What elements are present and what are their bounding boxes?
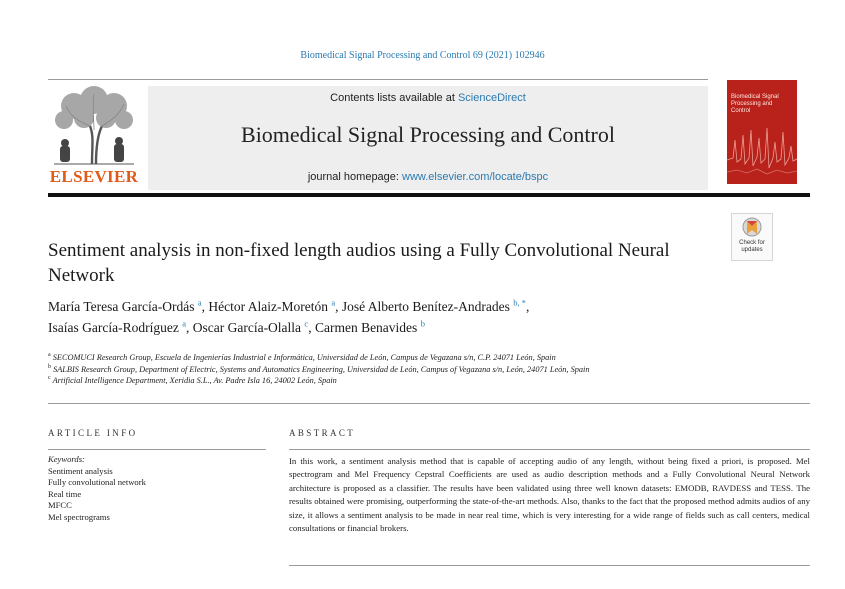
header-thick-rule	[48, 193, 810, 197]
author-list: María Teresa García-Ordás $^a$, Héctor Alaiz-Moretón $^a$, José Alberto Benítez-Andrades $^{b, *}$, Isaías García-Rodríguez $^a$, Oscar García-Olalla $^c$, Carmen Benavides $^b$	[48, 297, 530, 335]
author-affiliation-mark[interactable]: a	[182, 318, 186, 329]
cover-title: Biomedical Signal Processing and Control	[731, 94, 779, 114]
check-for-updates-button[interactable]	[731, 213, 773, 261]
homepage-line	[148, 171, 708, 183]
journal-title: Biomedical Signal Processing and Control	[241, 122, 615, 147]
author-name[interactable]: Carmen Benavides	[314, 320, 418, 335]
homepage-prefix: journal homepage:	[307, 171, 403, 183]
author-affiliation-mark[interactable]: a	[197, 297, 202, 308]
contents-line	[148, 92, 708, 104]
keyword-item[interactable]: Fully convolutional network	[48, 477, 146, 488]
header-top-rule	[48, 79, 708, 80]
keyword-item[interactable]: MFCC	[48, 500, 72, 511]
author-name[interactable]: Oscar García-Olalla	[192, 320, 302, 335]
keyword-item[interactable]: Real time	[48, 488, 82, 499]
article-info-rule	[48, 449, 266, 450]
elsevier-wordmark: ELSEVIER	[49, 167, 139, 186]
author-name[interactable]: Héctor Alaiz-Moretón	[208, 299, 328, 314]
author-affiliation-mark[interactable]: a	[331, 297, 336, 308]
author-affiliation-mark[interactable]: b, *	[513, 297, 526, 308]
journal-citation-link[interactable]: Biomedical Signal Processing and Control 69 (2021) 102946	[300, 50, 545, 61]
abstract-rule	[289, 449, 810, 450]
sciencedirect-link[interactable]: ScienceDirect	[457, 92, 526, 104]
elsevier-tree-icon	[48, 86, 140, 166]
affiliation-item	[48, 352, 808, 364]
crossmark-icon	[742, 217, 762, 239]
author-affiliation-mark[interactable]: b	[420, 318, 425, 329]
check-for-updates-label	[732, 240, 772, 254]
paper-title: Sentiment analysis in non-fixed length audios using a Fully Convolutional Neural Network	[48, 240, 670, 286]
affiliations	[48, 352, 808, 387]
abstract-text: In this work, a sentiment analysis method that is capable of accepting audio of any length, without being fixed a priori, is proposed. Mel spectrogram and Mel Frequency Cepstral Coefficients are used as audio description methods and a Fully Convolutional Neural Network architecture is proposed as a classifier. The results have been validated using three well known datasets: EMODB, RAVDESS and TESS. The results obtained were promising, outperforming the state-of-the-art methods. Also, thanks to the fact that the proposed method admits audios of any size, it allows a sentiment analysis to be made in near real time, which is very interesting for a wide range of fields such as call centers, medical consultations or financial brokers.	[289, 456, 810, 534]
keywords-block	[48, 454, 266, 524]
affiliation-mark: a	[48, 352, 51, 359]
affiliation-mark: c	[48, 375, 51, 382]
author-name[interactable]: José Alberto Benítez-Andrades	[341, 299, 510, 314]
journal-homepage-link[interactable]: www.elsevier.com/locate/bspc	[402, 171, 549, 183]
abstract-bottom-rule	[289, 565, 810, 566]
affiliation-item	[48, 364, 808, 376]
journal-cover-thumbnail[interactable]	[727, 80, 797, 184]
check-updates-line1: Check for	[739, 240, 765, 246]
author-name[interactable]: Isaías García-Rodríguez	[48, 320, 179, 335]
author-affiliation-mark[interactable]: c	[304, 318, 309, 329]
affiliation-text: SECOMUCI Research Group, Escuela de Ingenierías Industrial e Informática, Universidad de León, Campus de Vegazana s/n, C.P. 24071 León, Spain	[52, 353, 556, 362]
affiliation-mark: b	[48, 363, 51, 370]
keyword-item[interactable]: Mel spectrograms	[48, 511, 110, 522]
article-info-heading: ARTICLE INFO	[48, 428, 138, 438]
author-name[interactable]: María Teresa García-Ordás	[48, 299, 195, 314]
affiliation-text: SALBIS Research Group, Department of Electric, Systems and Automatics Engineering, Universidad de León, Campus of Vegazana s/n, León, 24071 León, Spain	[53, 364, 590, 374]
contents-prefix: Contents lists available at	[330, 92, 458, 104]
check-updates-line2: updates	[741, 247, 763, 253]
section-divider	[48, 403, 810, 404]
affiliation-text: Artificial Intelligence Department, Xeridia S.L., Av. Padre Isla 16, 24002 León, Spain	[52, 376, 337, 385]
keyword-item[interactable]: Sentiment analysis	[48, 465, 113, 476]
keywords-label: Keywords:	[48, 454, 85, 464]
affiliation-item	[48, 375, 808, 387]
abstract-heading: ABSTRACT	[289, 428, 356, 438]
